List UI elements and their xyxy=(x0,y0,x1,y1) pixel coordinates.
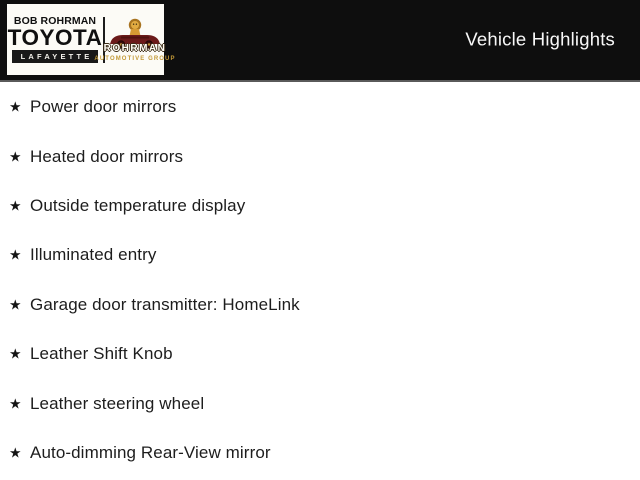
star-bullet-icon: ★ xyxy=(9,395,22,412)
rohrman-group-block xyxy=(94,17,176,62)
header-bar xyxy=(0,0,640,82)
dealer-city-text: LAFAYETTE xyxy=(12,50,98,64)
highlight-item-label: Auto-dimming Rear-View mirror xyxy=(30,442,271,462)
star-bullet-icon: ★ xyxy=(9,246,22,263)
highlight-list-item xyxy=(0,83,640,132)
star-bullet-icon: ★ xyxy=(9,444,22,461)
highlight-item-label: Garage door transmitter: HomeLink xyxy=(30,294,300,314)
highlight-list-item xyxy=(0,132,640,181)
highlight-list-item xyxy=(0,329,640,378)
highlight-list-item xyxy=(0,428,640,477)
dealer-name-text: BOB ROHRMAN xyxy=(13,14,97,27)
star-bullet-icon: ★ xyxy=(9,345,22,362)
highlight-list-item xyxy=(0,280,640,329)
highlight-item-label: Heated door mirrors xyxy=(30,146,184,166)
dealer-logo xyxy=(7,4,176,75)
highlight-list-item xyxy=(0,181,640,230)
star-bullet-icon: ★ xyxy=(9,98,22,115)
dealer-logo-toyota-block xyxy=(7,14,103,64)
toyota-brand-text: TOYOTA xyxy=(7,24,103,50)
highlights-list xyxy=(0,82,640,478)
page-title: Vehicle Highlights xyxy=(465,28,615,50)
highlight-item-label: Leather Shift Knob xyxy=(30,344,173,364)
highlight-list-item xyxy=(0,231,640,280)
highlight-item-label: Power door mirrors xyxy=(30,97,177,117)
highlight-list-item xyxy=(0,379,640,428)
highlight-item-label: Leather steering wheel xyxy=(30,393,205,413)
star-bullet-icon: ★ xyxy=(9,296,22,313)
rohrman-group-tagline-text: AUTOMOTIVE GROUP xyxy=(94,55,176,62)
star-bullet-icon: ★ xyxy=(9,148,22,165)
rohrman-group-name-text: ROHRMAN xyxy=(103,43,167,55)
highlight-item-label: Outside temperature display xyxy=(30,195,246,215)
highlight-item-label: Illuminated entry xyxy=(30,245,157,265)
star-bullet-icon: ★ xyxy=(9,197,22,214)
